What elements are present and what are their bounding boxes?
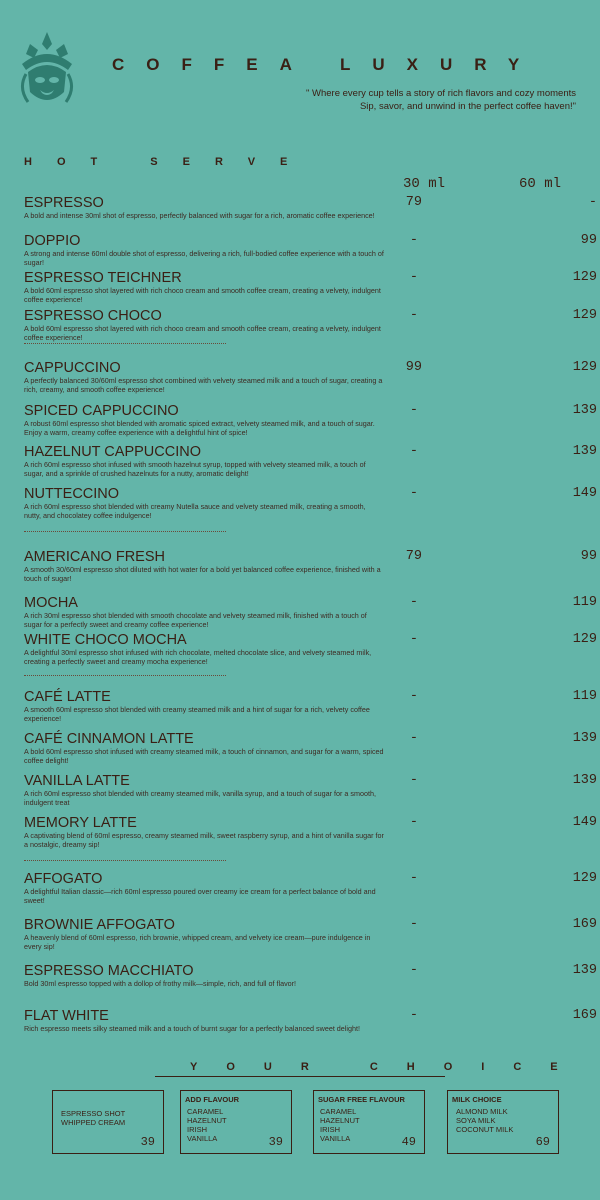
item-name: MOCHA xyxy=(24,595,78,611)
price-30ml: - xyxy=(409,689,418,704)
price-60ml: 129 xyxy=(572,871,597,886)
column-60ml: 60 ml xyxy=(519,176,562,192)
column-30ml: 30 ml xyxy=(403,176,446,192)
choice-item: SOYA MILK xyxy=(456,1116,496,1125)
price-60ml: 139 xyxy=(572,731,597,746)
price-60ml: 129 xyxy=(572,270,597,285)
item-name: VANILLA LATTE xyxy=(24,773,130,789)
price-30ml: - xyxy=(409,871,418,886)
item-description: A strong and intense 60ml double shot of espresso, delivering a rich, full-bodied coffee experience with a touch of sugar! xyxy=(24,249,384,267)
item-name: CAFÉ CINNAMON LATTE xyxy=(24,731,194,747)
price-30ml: - xyxy=(409,308,418,323)
choice-item: VANILLA xyxy=(187,1134,218,1143)
item-name: WHITE CHOCO MOCHA xyxy=(24,632,187,648)
item-description: A smooth 60ml espresso shot blended with creamy steamed milk and a hint of sugar for a rich, velvety coffee experience! xyxy=(24,705,370,723)
item-description: A bold 60ml espresso shot layered with rich choco cream and smooth coffee cream, creating a velvety, indulgent coffee experience! xyxy=(24,286,381,304)
price-30ml: - xyxy=(409,403,418,418)
price-60ml: 169 xyxy=(572,1008,597,1023)
brand-name: COFFEA LUXURY xyxy=(112,55,542,74)
price-30ml: - xyxy=(409,963,418,978)
price-30ml: - xyxy=(409,632,418,647)
choice-box-extras xyxy=(52,1090,164,1154)
price-30ml: - xyxy=(409,270,418,285)
coffee-goddess-logo xyxy=(18,30,76,110)
item-name: AFFOGATO xyxy=(24,871,103,887)
item-description: Rich espresso meets silky steamed milk and a touch of burnt sugar for a perfectly balanced sweet delight! xyxy=(24,1024,360,1033)
choice-box-sugar-free xyxy=(313,1090,425,1154)
price-30ml: - xyxy=(409,595,418,610)
choice-item: WHIPPED CREAM xyxy=(61,1118,126,1127)
price-30ml: 99 xyxy=(405,360,422,375)
price-60ml: 169 xyxy=(572,917,597,932)
price-60ml: 139 xyxy=(572,773,597,788)
price-30ml: 79 xyxy=(405,549,422,564)
item-name: BROWNIE AFFOGATO xyxy=(24,917,175,933)
item-description: A bold 60ml espresso shot infused with creamy steamed milk, a touch of cinnamon, and sugar for a warm, spiced coffee delight! xyxy=(24,747,384,765)
divider xyxy=(24,531,226,532)
price-60ml: 149 xyxy=(572,486,597,501)
price-30ml: - xyxy=(409,1008,418,1023)
item-name: SPICED CAPPUCCINO xyxy=(24,403,179,419)
choice-price: 69 xyxy=(535,1135,550,1149)
price-60ml: 149 xyxy=(572,815,597,830)
item-description: A delightful Italian classic—rich 60ml espresso poured over creamy ice cream for a perfect balance of bold and sweet! xyxy=(24,887,376,905)
price-30ml: - xyxy=(409,233,418,248)
divider xyxy=(24,675,226,676)
tagline-line-2: Sip, savor, and unwind in the perfect coffee haven!" xyxy=(359,101,576,112)
price-60ml: 139 xyxy=(572,963,597,978)
price-30ml: - xyxy=(409,917,418,932)
choice-item: COCONUT MILK xyxy=(456,1125,514,1134)
price-60ml: 119 xyxy=(572,595,597,610)
choice-item: CARAMEL xyxy=(187,1107,224,1116)
item-description: A rich 60ml espresso shot blended with creamy steamed milk, vanilla syrup, and a touch of sugar for a smooth, indulgent treat xyxy=(24,789,376,807)
choice-box-milk xyxy=(447,1090,559,1154)
item-name: AMERICANO FRESH xyxy=(24,549,165,565)
choice-item: IRISH xyxy=(320,1125,341,1134)
divider xyxy=(24,343,226,344)
item-description: A perfectly balanced 30/60ml espresso shot combined with velvety steamed milk and a touch of sugar, creating a rich, creamy, and smooth coffee experience! xyxy=(24,376,383,394)
price-60ml: 129 xyxy=(572,632,597,647)
choice-price: 39 xyxy=(268,1135,283,1149)
choice-price: 39 xyxy=(140,1135,155,1149)
section-title: HOT SERVE xyxy=(24,156,313,168)
price-60ml: 119 xyxy=(572,689,597,704)
item-description: Bold 30ml espresso topped with a dollop of frothy milk—simple, rich, and full of flavor! xyxy=(24,979,297,988)
price-60ml: 139 xyxy=(572,444,597,459)
price-30ml: - xyxy=(409,773,418,788)
price-60ml: 139 xyxy=(572,403,597,418)
price-30ml: - xyxy=(409,815,418,830)
item-description: A rich 60ml espresso shot infused with smooth hazelnut syrup, topped with velvety steamed milk, a touch of sugar, and a sprinkle of crushed hazelnuts for a nutty, aromatic delight! xyxy=(24,460,366,478)
price-60ml: - xyxy=(588,195,597,210)
item-description: A delightful 30ml espresso shot infused with rich chocolate, melted chocolate slice, and velvety steamed milk, creating a perfectly sweet and creamy mocha experience! xyxy=(24,648,372,666)
choice-item: ALMOND MILK xyxy=(456,1107,508,1116)
divider xyxy=(24,860,226,861)
item-description: A bold 60ml espresso shot layered with rich choco cream and smooth coffee cream, creating a velvety, indulgent coffee experience! xyxy=(24,324,381,342)
choice-rule xyxy=(155,1076,445,1077)
price-30ml: - xyxy=(409,486,418,501)
item-name: NUTTECCINO xyxy=(24,486,120,502)
price-30ml: - xyxy=(409,731,418,746)
price-30ml: - xyxy=(409,444,418,459)
choice-box-add-flavour xyxy=(180,1090,292,1154)
choice-item: HAZELNUT xyxy=(320,1116,360,1125)
choice-item: CARAMEL xyxy=(320,1107,357,1116)
item-name: CAFÉ LATTE xyxy=(24,689,111,705)
item-description: A smooth 30/60ml espresso shot diluted with hot water for a bold yet balanced coffee experience, finished with a touch of sugar! xyxy=(24,565,381,583)
item-name: ESPRESSO TEICHNER xyxy=(24,270,182,286)
item-description: A robust 60ml espresso shot blended with aromatic spiced extract, velvety steamed milk, and a touch of sugar. Enjoy a warm, creamy coffee experience with a delightful hint of spice! xyxy=(24,419,375,437)
item-description: A captivating blend of 60ml espresso, creamy steamed milk, sweet raspberry syrup, and a hint of vanilla sugar for a nostalgic, dreamy sip! xyxy=(24,831,384,849)
item-description: A rich 60ml espresso shot blended with creamy Nutella sauce and velvety steamed milk, creating a smooth, nutty, and chocolatey coffee indulgence! xyxy=(24,502,366,520)
item-name: HAZELNUT CAPPUCCINO xyxy=(24,444,201,460)
item-name: ESPRESSO xyxy=(24,195,104,211)
item-name: MEMORY LATTE xyxy=(24,815,137,831)
choice-price: 49 xyxy=(401,1135,416,1149)
tagline-line-1: " Where every cup tells a story of rich flavors and cozy moments xyxy=(306,88,576,99)
item-name: ESPRESSO CHOCO xyxy=(24,308,162,324)
choice-box-title: SUGAR FREE FLAVOUR xyxy=(318,1095,405,1104)
choice-item: HAZELNUT xyxy=(187,1116,227,1125)
item-name: DOPPIO xyxy=(24,233,81,249)
item-name: ESPRESSO MACCHIATO xyxy=(24,963,194,979)
item-name: CAPPUCCINO xyxy=(24,360,121,376)
item-name: FLAT WHITE xyxy=(24,1008,109,1024)
choice-box-title: MILK CHOICE xyxy=(452,1095,502,1104)
choice-box-title: ADD FLAVOUR xyxy=(185,1095,240,1104)
item-description: A heavenly blend of 60ml espresso, rich brownie, whipped cream, and velvety ice cream—pure indulgence in every sip! xyxy=(24,933,371,951)
item-description: A bold and intense 30ml shot of espresso, perfectly balanced with sugar for a rich, aromatic coffee experience! xyxy=(24,211,375,220)
price-60ml: 99 xyxy=(580,549,597,564)
choice-title: YOUR CHOICE xyxy=(190,1061,587,1073)
choice-item: IRISH xyxy=(187,1125,208,1134)
price-30ml: 79 xyxy=(405,195,422,210)
item-description: A rich 30ml espresso shot blended with smooth chocolate and velvety steamed milk, finished with a touch of sugar for a perfectly sweet and creamy coffee experience! xyxy=(24,611,367,629)
choice-item: ESPRESSO SHOT xyxy=(61,1109,126,1118)
price-60ml: 129 xyxy=(572,360,597,375)
price-60ml: 99 xyxy=(580,233,597,248)
price-60ml: 129 xyxy=(572,308,597,323)
choice-item: VANILLA xyxy=(320,1134,351,1143)
